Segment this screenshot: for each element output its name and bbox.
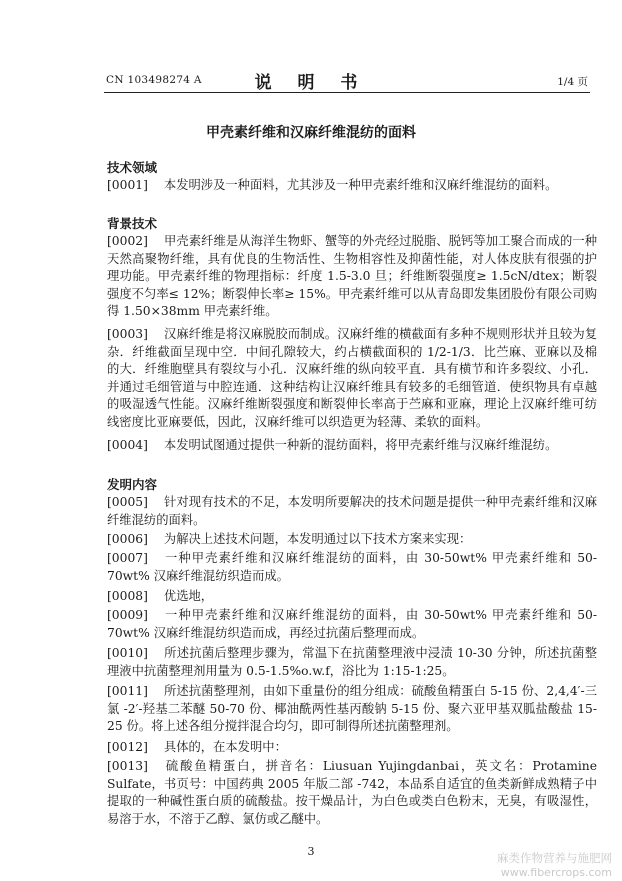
paragraph-text: 所述抗菌整理剂，由如下重量份的组分组成：硫酸鱼精蛋白 5-15 份、2,4,4′-三氯 -2′-羟基二苯醚 50-70 份、椰油酰两性基丙酸钠 5-15 份、聚六亚甲基双胍盐酸盐 15-25 份。将上述各组分搅拌混合均匀，即可制得所述抗菌整理剂。: [107, 684, 597, 734]
paragraph-0001: [107, 177, 597, 195]
paragraph-0008: [107, 588, 597, 606]
paragraph-number: [0003]: [107, 327, 148, 341]
section-heading-background: 背景技术: [107, 216, 158, 231]
paragraph-text: 本发明涉及一种面料，尤其涉及一种甲壳素纤维和汉麻纤维混纺的面料。: [163, 178, 558, 192]
paragraph-text: 一种甲壳素纤维和汉麻纤维混纺的面料，由 30-50wt% 甲壳素纤维和 50-70wt% 汉麻纤维混纺织造而成。: [107, 551, 597, 583]
header-divider: [104, 92, 590, 93]
paragraph-0004: [107, 437, 597, 455]
paragraph-text: 具体的，在本发明中：: [163, 740, 287, 754]
paragraph-text: 甲壳素纤维是从海洋生物虾、蟹等的外壳经过脱脂、脱钙等加工聚合而成的一种天然高聚物纤维，具有优良的生物活性、生物相容性及抑菌性能，对人体皮肤有很强的护理功能。甲壳素纤维的物理指标：纤度 1.5-3.0 旦；纤维断裂强度≥ 1.5cN/dtex；断裂强度不匀率≤ 12%；断裂伸长率≥ 15%。甲壳素纤维可以从青岛即发集团股份有限公司购得 1.50×38mm 甲壳素纤维。: [107, 234, 597, 319]
paragraph-text: 一种甲壳素纤维和汉麻纤维混纺的面料，由 30-50wt% 甲壳素纤维和 50-70wt% 汉麻纤维混纺织造而成，再经过抗菌后整理而成。: [107, 608, 597, 640]
paragraph-0009: [107, 607, 597, 642]
paragraph-number: [0004]: [107, 438, 148, 452]
paragraph-0013: [107, 758, 597, 828]
watermark-url: www.fibercrops.com: [500, 866, 612, 879]
page-indicator: 1/4 页: [557, 76, 588, 88]
paragraph-text: 本发明试图通过提供一种新的混纺面料，将甲壳素纤维与汉麻纤维混纺。: [163, 438, 558, 452]
section-heading-tech-field: 技术领域: [107, 160, 158, 175]
paragraph-text: 针对现有技术的不足，本发明所要解决的技术问题是提供一种甲壳素纤维和汉麻纤维混纺的面料。: [107, 495, 597, 527]
paragraph-0003: [107, 326, 597, 432]
paragraph-number: [0011]: [107, 684, 148, 698]
paragraph-text: 优选地，: [163, 589, 214, 603]
paragraph-0007: [107, 550, 597, 585]
paragraph-0011: [107, 683, 597, 736]
paragraph-number: [0002]: [107, 234, 148, 248]
paragraph-number: [0008]: [107, 589, 148, 603]
paragraph-number: [0006]: [107, 532, 148, 546]
paragraph-0012: [107, 739, 597, 757]
paragraph-text: 硫酸鱼精蛋白，拼音名：Liusuan Yujingdanbai，英文名：Protamine Sulfate，书页号：中国药典 2005 年版二部 -742，本品系自适宜的鱼类新鲜成熟精子中提取的一种碱性蛋白质的硫酸盐。按干燥品计，为白色或类白色粉末，无臭，有吸湿性，易溶于水，不溶于乙醇、氯仿或乙醚中。: [107, 759, 597, 826]
paragraph-0006: [107, 531, 597, 549]
document-type-heading: 说 明 书: [254, 73, 368, 93]
paragraph-number: [0007]: [107, 551, 148, 565]
paragraph-text: 为解决上述技术问题，本发明通过以下技术方案来实现：: [163, 532, 472, 546]
paragraph-number: [0012]: [107, 740, 148, 754]
paragraph-text: 所述抗菌后整理步骤为，常温下在抗菌整理液中浸渍 10-30 分钟，所述抗菌整理液中抗菌整理剂用量为 0.5-1.5%o.w.f，浴比为 1:15-1:25。: [107, 646, 597, 678]
paragraph-number: [0009]: [107, 608, 148, 622]
watermark-site-name: 麻类作物营养与施肥网: [497, 851, 612, 865]
paragraph-text: 汉麻纤维是将汉麻脱胶而制成。汉麻纤维的横截面有多种不规则形状并且较为复杂．纤维截面呈现中空．中间孔隙较大，约占横截面积的 1/2-1/3．比苎麻、亚麻以及棉的大．纤维胞壁具有裂纹与小孔．汉麻纤维的纵向较平直．具有横节和许多裂纹、小孔．并通过毛细管道与中腔连通．这种结构让汉麻纤维具有较多的毛细管道．使织物具有卓越的吸湿透气性能。汉麻纤维断裂强度和断裂伸长率高于苎麻和亚麻，理论上汉麻纤维可纺线密度比亚麻要低，因此，汉麻纤维可以织造更为轻薄、柔软的面料。: [107, 327, 597, 429]
watermark: [497, 850, 612, 879]
paragraph-0005: [107, 494, 597, 529]
paragraph-number: [0005]: [107, 495, 148, 509]
paragraph-number: [0010]: [107, 646, 148, 660]
patent-number: CN 103498274 A: [106, 74, 202, 86]
section-heading-invention: 发明内容: [107, 477, 158, 492]
document-title: 甲壳素纤维和汉麻纤维混纺的面料: [206, 125, 416, 141]
paragraph-0010: [107, 645, 597, 680]
paragraph-number: [0013]: [107, 759, 148, 773]
page-number: 3: [307, 845, 315, 858]
paragraph-0002: [107, 233, 597, 321]
paragraph-number: [0001]: [107, 178, 148, 192]
